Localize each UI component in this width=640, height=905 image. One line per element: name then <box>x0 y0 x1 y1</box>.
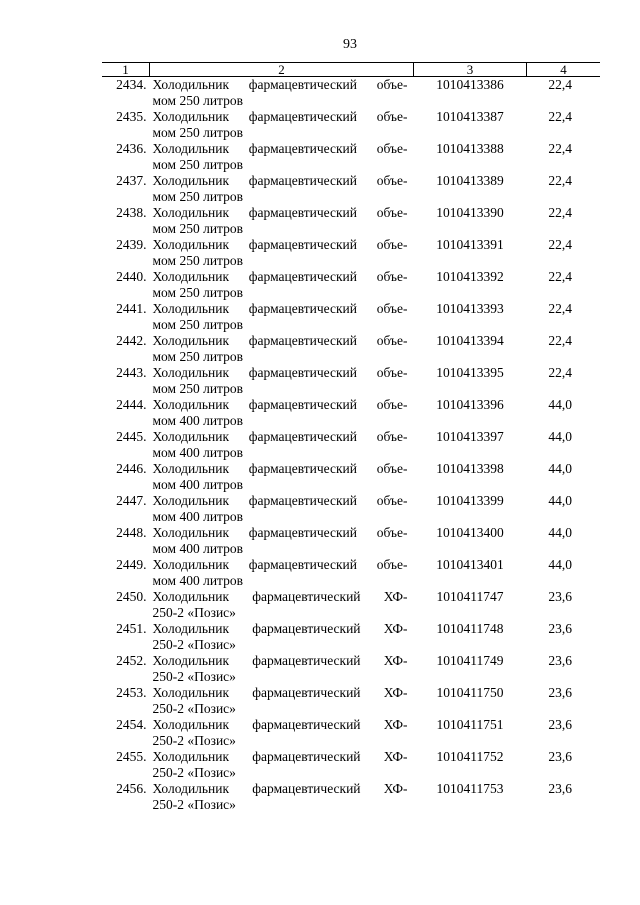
description-line-2: мом 250 литров <box>152 285 243 300</box>
row-number: 2435. <box>116 109 147 124</box>
row-number: 2449. <box>116 557 147 572</box>
description-word: Холодильник <box>152 173 230 188</box>
description-line-2: мом 250 литров <box>152 157 243 172</box>
table-row <box>102 429 600 461</box>
description-word: Холодильник <box>152 269 230 284</box>
row-value: 44,0 <box>548 429 572 444</box>
row-number: 2442. <box>116 333 147 348</box>
row-number: 2456. <box>116 781 147 796</box>
description-line-2: мом 400 литров <box>152 541 243 556</box>
description-word: объе- <box>376 237 408 252</box>
row-number: 2444. <box>116 397 147 412</box>
table-row <box>102 237 600 269</box>
description-word: ХФ- <box>383 749 408 764</box>
row-description <box>150 589 414 621</box>
row-number: 2454. <box>116 717 147 732</box>
row-number: 2437. <box>116 173 147 188</box>
row-value: 22,4 <box>548 237 572 252</box>
description-word: фармацевтический <box>248 269 358 284</box>
row-code: 1010413389 <box>436 173 504 188</box>
description-line-2: мом 250 литров <box>152 381 243 396</box>
row-code: 1010413398 <box>436 461 504 476</box>
row-code: 1010413392 <box>436 269 504 284</box>
description-word: фармацевтический <box>248 461 358 476</box>
description-line-2: 250-2 «Позис» <box>152 669 236 684</box>
description-line-2: 250-2 «Позис» <box>152 797 236 812</box>
description-word: Холодильник <box>152 333 230 348</box>
row-number: 2434. <box>116 77 147 92</box>
description-word: объе- <box>376 557 408 572</box>
description-word: фармацевтический <box>248 109 358 124</box>
row-code: 1010413396 <box>436 397 504 412</box>
table-row <box>102 269 600 301</box>
row-code: 1010413397 <box>436 429 504 444</box>
description-word: Холодильник <box>152 493 230 508</box>
row-value: 22,4 <box>548 141 572 156</box>
table-header-row <box>102 63 600 77</box>
table-row <box>102 685 600 717</box>
description-word: объе- <box>376 301 408 316</box>
row-value: 23,6 <box>548 653 572 668</box>
description-word: фармацевтический <box>252 717 361 732</box>
table-row <box>102 461 600 493</box>
row-code: 1010413395 <box>436 365 504 380</box>
description-word: ХФ- <box>383 589 408 604</box>
row-description <box>150 621 414 653</box>
row-number: 2443. <box>116 365 147 380</box>
row-number: 2441. <box>116 301 147 316</box>
row-number: 2455. <box>116 749 147 764</box>
description-word: фармацевтический <box>248 365 358 380</box>
description-line-1 <box>153 237 408 253</box>
description-word: фармацевтический <box>248 77 358 92</box>
row-description <box>150 205 414 237</box>
column-header-1: 1 <box>102 63 150 77</box>
row-number: 2453. <box>116 685 147 700</box>
description-line-1 <box>153 269 408 285</box>
table-row <box>102 493 600 525</box>
row-code: 1010413393 <box>436 301 504 316</box>
description-word: ХФ- <box>383 653 408 668</box>
row-code: 1010413400 <box>436 525 504 540</box>
description-word: объе- <box>376 461 408 476</box>
description-word: фармацевтический <box>248 173 358 188</box>
row-value: 44,0 <box>548 557 572 572</box>
description-word: объе- <box>376 141 408 156</box>
row-description <box>150 749 414 781</box>
row-value: 22,4 <box>548 365 572 380</box>
table-row <box>102 781 600 813</box>
row-value: 22,4 <box>548 205 572 220</box>
row-code: 1010413394 <box>436 333 504 348</box>
table-row <box>102 589 600 621</box>
description-line-2: 250-2 «Позис» <box>152 765 236 780</box>
row-code: 1010413386 <box>436 77 504 92</box>
row-number: 2451. <box>116 621 147 636</box>
description-word: Холодильник <box>152 589 230 604</box>
description-word: Холодильник <box>152 749 230 764</box>
row-description <box>150 141 414 173</box>
description-line-1 <box>153 749 408 765</box>
description-word: Холодильник <box>152 781 230 796</box>
row-value: 22,4 <box>548 269 572 284</box>
table-row <box>102 717 600 749</box>
description-line-2: мом 400 литров <box>152 413 243 428</box>
description-word: ХФ- <box>383 621 408 636</box>
description-word: Холодильник <box>152 653 230 668</box>
description-line-1 <box>153 493 408 509</box>
description-word: фармацевтический <box>252 621 361 636</box>
description-line-1 <box>153 685 408 701</box>
description-line-1 <box>153 173 408 189</box>
table-row <box>102 557 600 589</box>
description-line-2: мом 400 литров <box>152 445 243 460</box>
description-line-2: мом 250 литров <box>152 93 243 108</box>
description-line-1 <box>153 301 408 317</box>
table-row <box>102 333 600 365</box>
description-line-1 <box>153 717 408 733</box>
description-word: фармацевтический <box>248 237 358 252</box>
description-line-2: мом 250 литров <box>152 189 243 204</box>
description-line-1 <box>153 781 408 797</box>
description-word: Холодильник <box>152 717 230 732</box>
row-number: 2452. <box>116 653 147 668</box>
description-word: объе- <box>376 525 408 540</box>
table-body <box>102 77 600 814</box>
description-word: объе- <box>376 493 408 508</box>
description-line-1 <box>153 429 408 445</box>
description-line-1 <box>153 333 408 349</box>
row-value: 22,4 <box>548 173 572 188</box>
row-description <box>150 429 414 461</box>
row-value: 44,0 <box>548 525 572 540</box>
table-row <box>102 621 600 653</box>
description-word: объе- <box>376 109 408 124</box>
row-description <box>150 397 414 429</box>
description-word: Холодильник <box>152 205 230 220</box>
description-word: Холодильник <box>152 365 230 380</box>
row-description <box>150 173 414 205</box>
row-description <box>150 301 414 333</box>
row-value: 23,6 <box>548 621 572 636</box>
row-description <box>150 109 414 141</box>
description-word: фармацевтический <box>252 653 361 668</box>
table-row <box>102 77 600 110</box>
row-value: 22,4 <box>548 77 572 92</box>
row-code: 1010413401 <box>436 557 504 572</box>
description-line-2: мом 400 литров <box>152 573 243 588</box>
row-number: 2439. <box>116 237 147 252</box>
description-line-2: мом 400 литров <box>152 477 243 492</box>
description-word: Холодильник <box>152 685 230 700</box>
description-word: фармацевтический <box>248 525 358 540</box>
row-code: 1010413399 <box>436 493 504 508</box>
row-number: 2438. <box>116 205 147 220</box>
description-word: Холодильник <box>152 237 230 252</box>
description-word: Холодильник <box>152 525 230 540</box>
description-line-1 <box>153 77 408 93</box>
description-line-1 <box>153 205 408 221</box>
row-value: 44,0 <box>548 397 572 412</box>
column-header-4: 4 <box>527 63 601 77</box>
row-code: 1010411747 <box>436 589 504 604</box>
row-code: 1010411748 <box>436 621 504 636</box>
column-header-2: 2 <box>150 63 414 77</box>
description-line-1 <box>153 141 408 157</box>
description-word: объе- <box>376 269 408 284</box>
description-word: объе- <box>376 333 408 348</box>
description-word: объе- <box>376 365 408 380</box>
row-description <box>150 685 414 717</box>
row-value: 44,0 <box>548 493 572 508</box>
description-word: Холодильник <box>152 77 230 92</box>
row-code: 1010411752 <box>436 749 504 764</box>
row-value: 23,6 <box>548 685 572 700</box>
description-line-2: мом 250 литров <box>152 221 243 236</box>
row-description <box>150 237 414 269</box>
description-word: фармацевтический <box>252 781 361 796</box>
description-word: ХФ- <box>383 685 408 700</box>
description-word: объе- <box>376 397 408 412</box>
row-value: 44,0 <box>548 461 572 476</box>
description-word: фармацевтический <box>248 301 358 316</box>
description-line-2: мом 250 литров <box>152 253 243 268</box>
description-line-1 <box>153 557 408 573</box>
table-row <box>102 749 600 781</box>
items-table <box>102 62 600 813</box>
description-word: фармацевтический <box>252 685 361 700</box>
description-word: Холодильник <box>152 397 230 412</box>
description-word: объе- <box>376 429 408 444</box>
row-number: 2436. <box>116 141 147 156</box>
row-code: 1010413387 <box>436 109 504 124</box>
table-row <box>102 653 600 685</box>
description-word: Холодильник <box>152 461 230 476</box>
row-description <box>150 557 414 589</box>
description-line-1 <box>153 525 408 541</box>
description-line-1 <box>153 109 408 125</box>
table-row <box>102 525 600 557</box>
row-value: 23,6 <box>548 749 572 764</box>
table-row <box>102 301 600 333</box>
description-word: ХФ- <box>383 781 408 796</box>
description-word: Холодильник <box>152 557 230 572</box>
table-row <box>102 365 600 397</box>
description-line-1 <box>153 621 408 637</box>
description-line-2: 250-2 «Позис» <box>152 701 236 716</box>
description-word: Холодильник <box>152 141 230 156</box>
row-description <box>150 493 414 525</box>
description-line-2: мом 250 литров <box>152 125 243 140</box>
description-line-1 <box>153 397 408 413</box>
description-line-2: мом 400 литров <box>152 509 243 524</box>
description-word: фармацевтический <box>248 493 358 508</box>
row-description <box>150 461 414 493</box>
row-number: 2446. <box>116 461 147 476</box>
row-number: 2445. <box>116 429 147 444</box>
row-code: 1010411750 <box>436 685 504 700</box>
description-line-2: мом 250 литров <box>152 317 243 332</box>
description-line-1 <box>153 365 408 381</box>
row-code: 1010411749 <box>436 653 504 668</box>
description-line-1 <box>153 461 408 477</box>
description-word: Холодильник <box>152 109 230 124</box>
description-word: фармацевтический <box>248 557 358 572</box>
row-code: 1010411753 <box>436 781 504 796</box>
description-line-1 <box>153 589 408 605</box>
row-description <box>150 525 414 557</box>
description-word: фармацевтический <box>248 333 358 348</box>
row-description <box>150 717 414 749</box>
description-word: фармацевтический <box>252 589 361 604</box>
row-number: 2447. <box>116 493 147 508</box>
row-code: 1010411751 <box>436 717 504 732</box>
row-description <box>150 365 414 397</box>
description-word: фармацевтический <box>248 141 358 156</box>
description-line-2: 250-2 «Позис» <box>152 733 236 748</box>
row-code: 1010413391 <box>436 237 504 252</box>
description-word: фармацевтический <box>248 429 358 444</box>
row-value: 22,4 <box>548 301 572 316</box>
row-value: 23,6 <box>548 589 572 604</box>
row-description <box>150 77 414 110</box>
description-word: объе- <box>376 173 408 188</box>
description-line-2: 250-2 «Позис» <box>152 605 236 620</box>
row-value: 23,6 <box>548 717 572 732</box>
description-word: фармацевтический <box>248 397 358 412</box>
row-description <box>150 781 414 813</box>
row-description <box>150 269 414 301</box>
row-description <box>150 653 414 685</box>
row-value: 22,4 <box>548 333 572 348</box>
row-code: 1010413388 <box>436 141 504 156</box>
description-word: Холодильник <box>152 621 230 636</box>
table-row <box>102 205 600 237</box>
description-word: фармацевтический <box>248 205 358 220</box>
table-row <box>102 141 600 173</box>
description-word: фармацевтический <box>252 749 361 764</box>
row-description <box>150 333 414 365</box>
row-number: 2450. <box>116 589 147 604</box>
description-word: объе- <box>376 77 408 92</box>
description-line-2: мом 250 литров <box>152 349 243 364</box>
row-number: 2440. <box>116 269 147 284</box>
table-row <box>102 173 600 205</box>
description-line-1 <box>153 653 408 669</box>
page-number: 93 <box>343 37 357 52</box>
description-word: Холодильник <box>152 429 230 444</box>
row-code: 1010413390 <box>436 205 504 220</box>
table-row <box>102 397 600 429</box>
description-word: Холодильник <box>152 301 230 316</box>
description-word: объе- <box>376 205 408 220</box>
column-header-3: 3 <box>414 63 527 77</box>
description-word: ХФ- <box>383 717 408 732</box>
row-number: 2448. <box>116 525 147 540</box>
table-row <box>102 109 600 141</box>
row-value: 23,6 <box>548 781 572 796</box>
row-value: 22,4 <box>548 109 572 124</box>
description-line-2: 250-2 «Позис» <box>152 637 236 652</box>
